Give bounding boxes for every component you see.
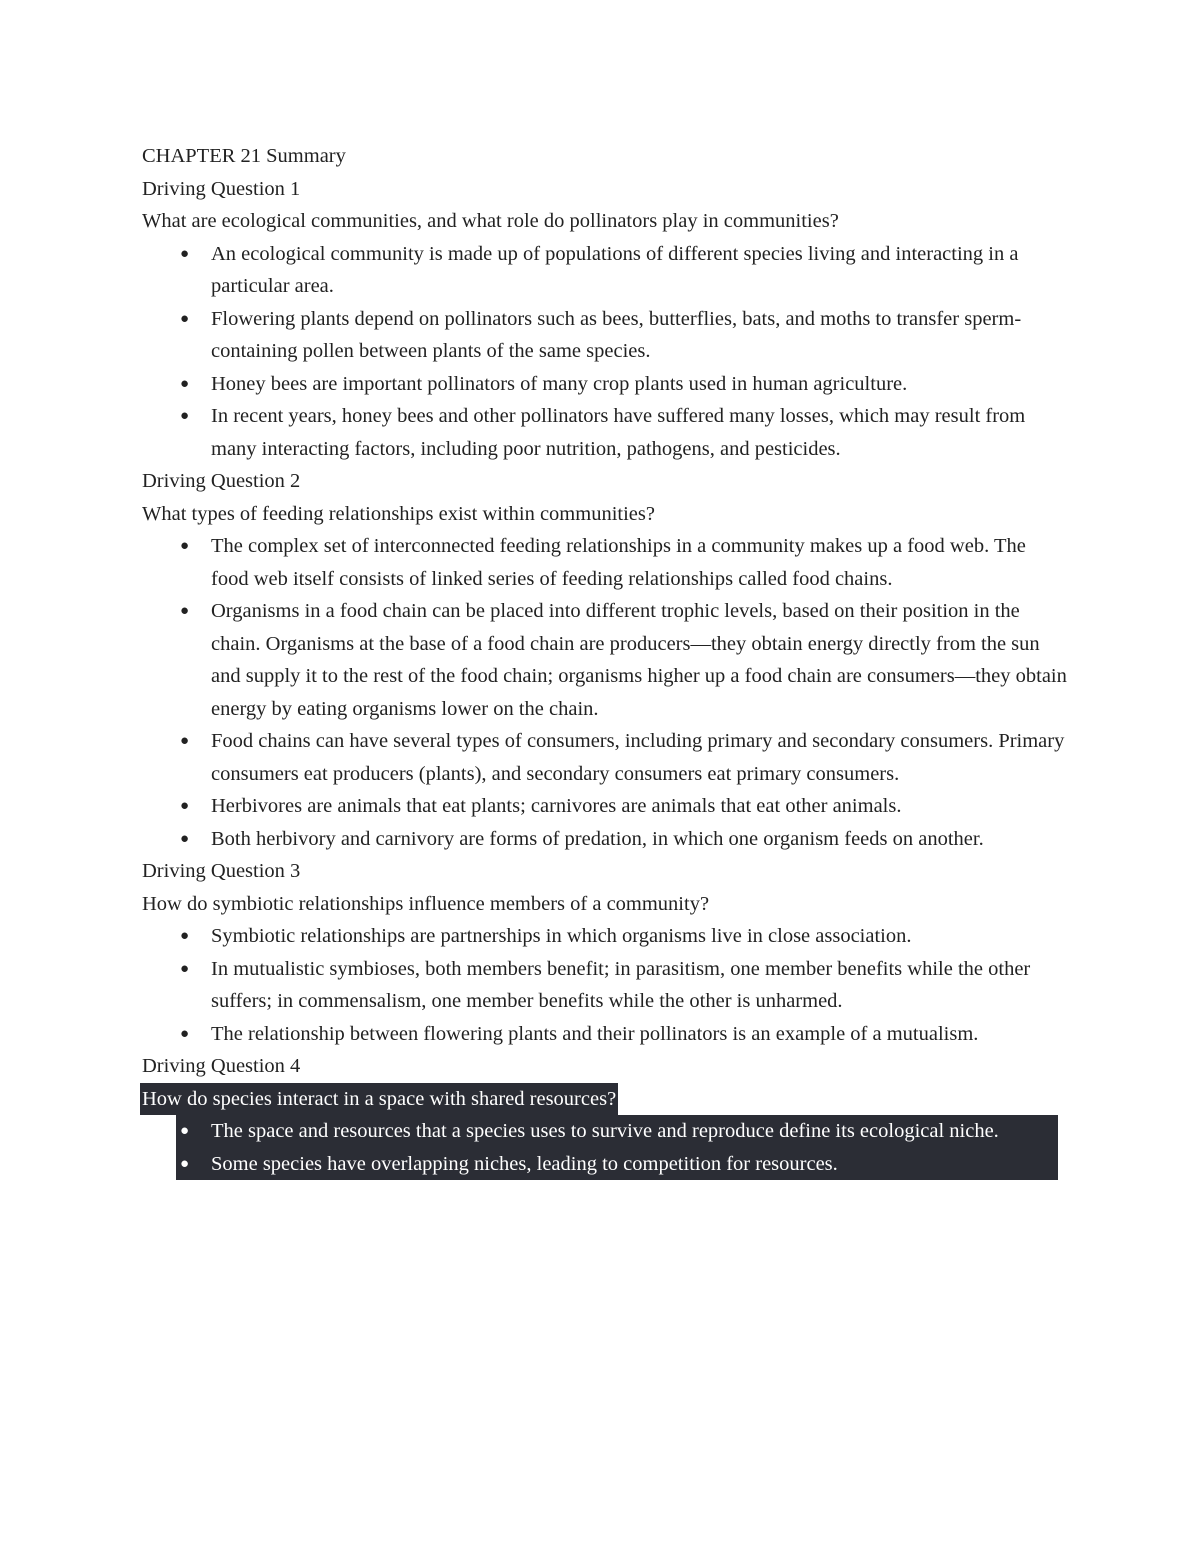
bullet-list: [142, 238, 1067, 466]
section-driving-question-2: [142, 465, 1067, 855]
list-item[interactable]: ● The space and resources that a species uses to survive and reproduce define its ecological niche.: [176, 1115, 1056, 1148]
bullet-icon: ●: [180, 830, 190, 847]
section-driving-question-4: [142, 1050, 1067, 1180]
section-question: How do symbiotic relationships influence members of a community?: [142, 892, 710, 915]
list-item: ● In mutualistic symbioses, both members benefit; in parasitism, one member benefits while the other suffers; in commensalism, one member benefits while the other is unharmed.: [142, 953, 1067, 1018]
section-heading: Driving Question 2: [142, 470, 301, 492]
bullet-list: [142, 920, 1067, 1050]
list-item: ● Flowering plants depend on pollinators such as bees, butterflies, bats, and moths to transfer sperm-containing pollen between plants of the same species.: [142, 303, 1067, 368]
bullet-icon: ●: [180, 1123, 190, 1139]
list-item: ● Herbivores are animals that eat plants; carnivores are animals that eat other animals.: [142, 790, 1067, 823]
list-item: ● Food chains can have several types of consumers, including primary and secondary consumers. Primary consumers eat producers (plants), and secondary consumers eat primary consumers.: [142, 725, 1067, 790]
bullet-icon: ●: [180, 603, 190, 619]
bullet-icon: ●: [180, 798, 190, 814]
section-question-selected[interactable]: [142, 1083, 1067, 1116]
bullet-icon: ●: [180, 928, 190, 944]
list-item: ● In recent years, honey bees and other pollinators have suffered many losses, which may result from many interacting factors, including poor nutrition, pathogens, and pesticides.: [142, 400, 1067, 465]
list-item: ● Honey bees are important pollinators of many crop plants used in human agriculture.: [142, 368, 1067, 401]
bullet-list: [142, 530, 1067, 855]
bullet-list-selected[interactable]: [176, 1115, 1058, 1180]
section-heading: Driving Question 1: [142, 177, 301, 200]
bullet-icon: ●: [180, 538, 190, 554]
bullet-icon: ●: [180, 375, 190, 392]
list-item: ● An ecological community is made up of populations of different species living and interacting in a particular area.: [142, 238, 1067, 303]
bullet-icon: ●: [180, 1025, 190, 1042]
bullet-icon: ●: [180, 1155, 190, 1172]
document-title: CHAPTER 21 Summary: [142, 145, 346, 167]
selected-text[interactable]: How do species interact in a space with shared resources?: [140, 1083, 618, 1116]
bullet-icon: ●: [180, 733, 190, 749]
section-heading: Driving Question 4: [142, 1055, 301, 1077]
list-item: ● Symbiotic relationships are partnerships in which organisms live in close association.: [142, 920, 1067, 953]
bullet-icon: ●: [180, 408, 190, 424]
bullet-icon: ●: [180, 310, 190, 327]
section-question: What types of feeding relationships exist within communities?: [142, 502, 655, 525]
section-heading: Driving Question 3: [142, 860, 301, 882]
list-item[interactable]: ● Some species have overlapping niches, leading to competition for resources.: [176, 1148, 1056, 1181]
section-driving-question-3: [142, 855, 1067, 1050]
list-item: ● Both herbivory and carnivory are forms of predation, in which one organism feeds on another.: [142, 823, 1067, 856]
bullet-icon: ●: [180, 245, 190, 262]
list-item: ● Organisms in a food chain can be placed into different trophic levels, based on their position in the chain. Organisms at the base of a food chain are producers—they obtain energy directly from the sun and supply it to the rest of the food chain; organisms higher up a food chain are consumers—they obtain energy by eating organisms lower on the chain.: [142, 595, 1067, 725]
bullet-icon: ●: [180, 960, 190, 977]
list-item: ● The relationship between flowering plants and their pollinators is an example of a mutualism.: [142, 1018, 1067, 1051]
section-driving-question-1: [142, 173, 1067, 466]
list-item: ● The complex set of interconnected feeding relationships in a community makes up a food web. The food web itself consists of linked series of feeding relationships called food chains.: [142, 530, 1067, 595]
section-question: What are ecological communities, and what role do pollinators play in communities?: [142, 210, 839, 232]
document-page: [142, 140, 1067, 1180]
